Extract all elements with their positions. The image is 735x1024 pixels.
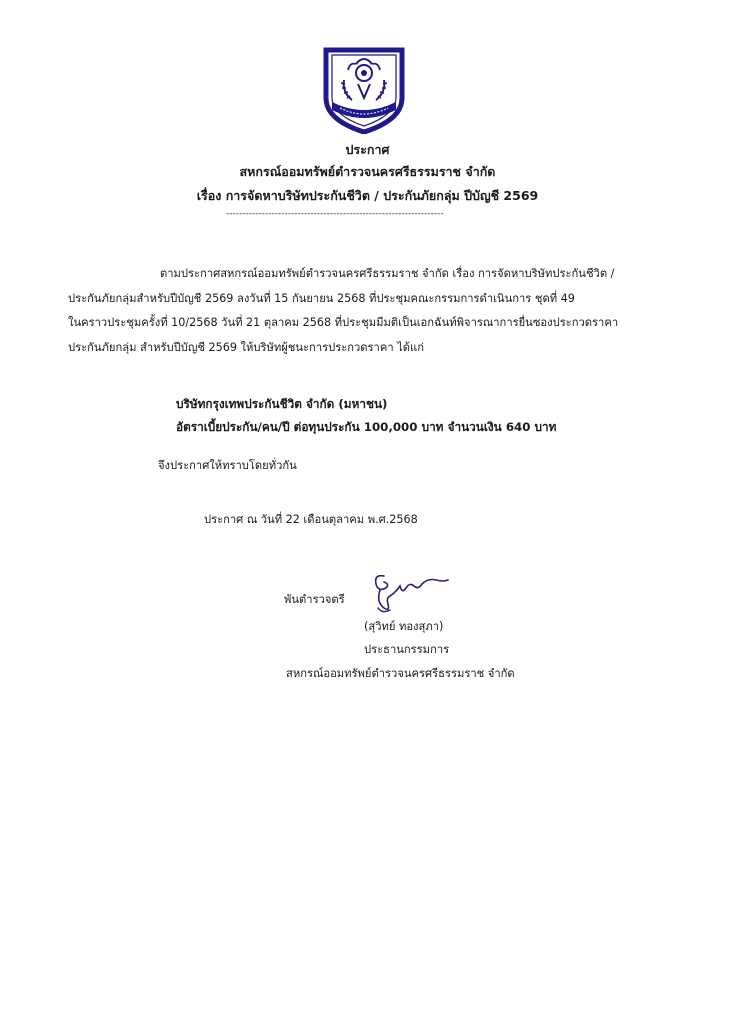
cooperative-shield-emblem-icon [318, 40, 410, 134]
announcement-subject: เรื่อง การจัดหาบริษัทประกันชีวิต / ประกันภัยกลุ่ม ปีบัญชี 2569 [196, 188, 539, 203]
winner-company: บริษัทกรุงเทพประกันชีวิต จำกัด (มหาชน) [176, 397, 388, 411]
organization-name: สหกรณ์ออมทรัพย์ตำรวจนครศรีธรรมราช จำกัด [239, 164, 496, 179]
announcement-paragraph [68, 262, 680, 360]
winner-rate: อัตราเบี้ยประกัน/คน/ปี ต่อทุนประกัน 100,000 บาท จำนวนเงิน 640 บาท [176, 420, 557, 434]
signer-position: ประธานกรรมการ [364, 643, 450, 656]
paragraph-line: ตามประกาศสหกรณ์ออมทรัพย์ตำรวจนครศรีธรรมราช จำกัด เรื่อง การจัดหาบริษัทประกันชีวิต / [160, 267, 615, 280]
announcement-date: ประกาศ ณ วันที่ 22 เดือนตุลาคม พ.ศ.2568 [204, 513, 418, 526]
announcement-title: ประกาศ [345, 142, 390, 157]
signer-organization: สหกรณ์ออมทรัพย์ตำรวจนครศรีธรรมราช จำกัด [286, 667, 515, 680]
paragraph-line: ในคราวประชุมครั้งที่ 10/2568 วันที่ 21 ตุลาคม 2568 ที่ประชุมมีมติเป็นเอกฉันท์พิจารณาการยื่นซองประกวดราคา [68, 316, 619, 329]
paragraph-line: ประกันภัยกลุ่มสำหรับปีบัญชี 2569 ลงวันที่ 15 กันยายน 2568 ที่ประชุมคณะกรรมการดำเนินการ ชุดที่ 49 [68, 291, 575, 305]
signer-rank: พันตำรวจตรี [284, 593, 345, 606]
divider-line: ------------------------------------------------------------------- [226, 209, 444, 219]
handwritten-signature-icon [360, 568, 452, 618]
closing-statement: จึงประกาศให้ทราบโดยทั่วกัน [158, 459, 297, 472]
signer-name: (สุวิทย์ ทองสุภา) [364, 620, 444, 633]
paragraph-line: ประกันภัยกลุ่ม สำหรับปีบัญชี 2569 ให้บริษัทผู้ชนะการประกวดราคา ได้แก่ [68, 340, 425, 354]
